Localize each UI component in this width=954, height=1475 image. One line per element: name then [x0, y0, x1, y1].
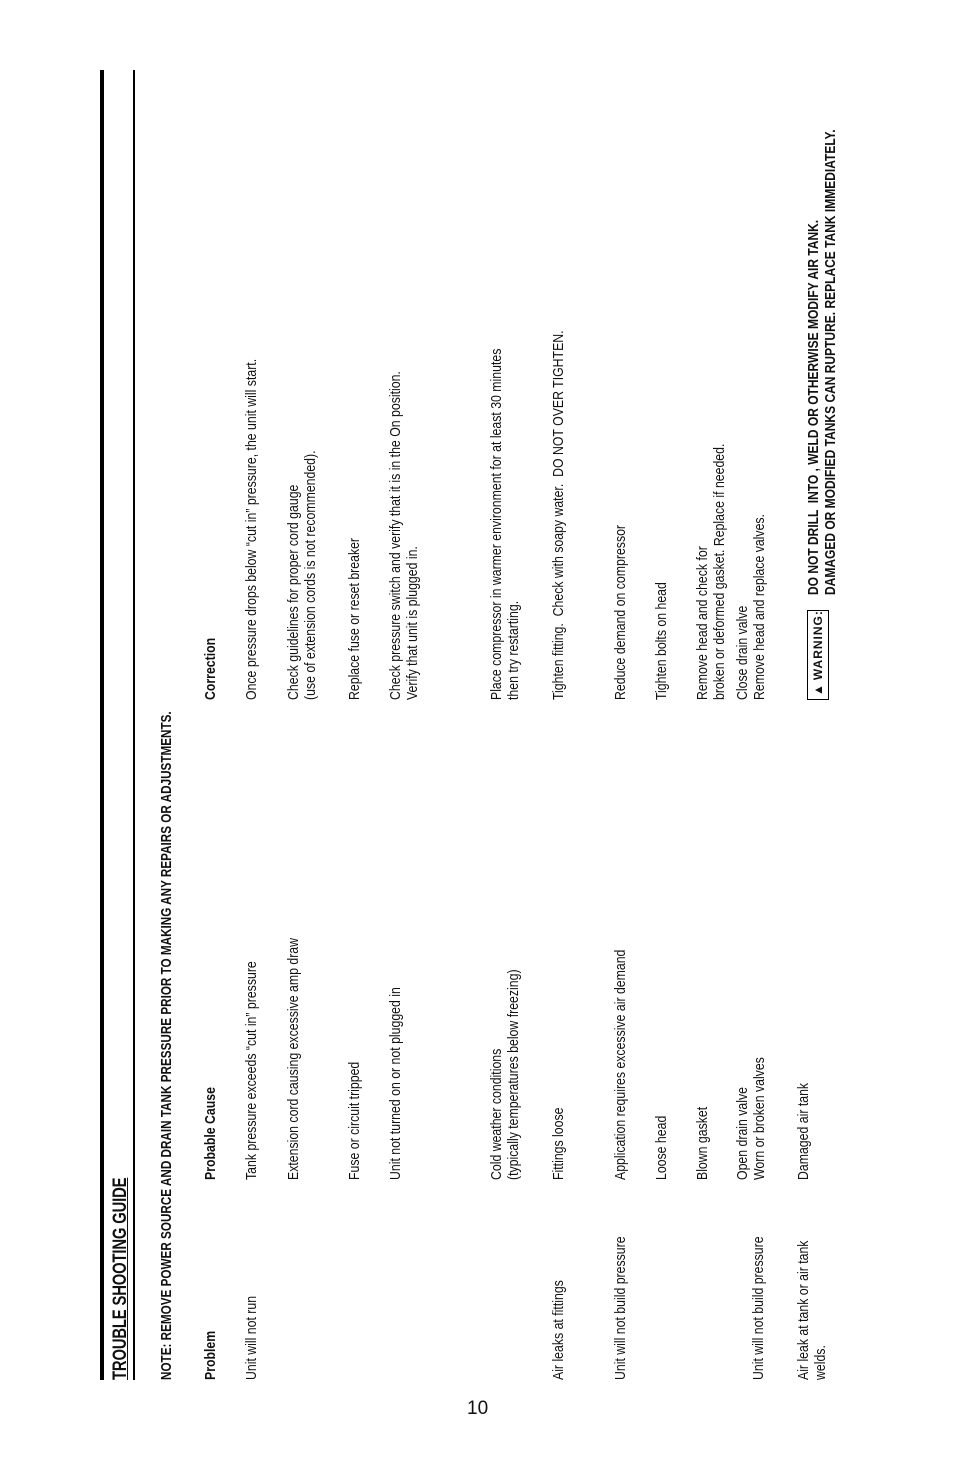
header-correction: Correction — [202, 637, 219, 700]
row-8-correction: Tighten bolts on head — [653, 582, 670, 700]
row-6-cause: Fittings loose — [550, 1107, 567, 1180]
warning-triangle-icon: ▲ — [811, 683, 825, 696]
row-1-cause: Tank pressure exceeds “cut in” pressure — [243, 961, 260, 1180]
title-rule — [133, 70, 135, 1380]
row-10-correction: Close drain valve Remove head and replace valves. — [734, 514, 768, 700]
header-probable-cause: Probable Cause — [202, 1087, 219, 1180]
row-5-cause: Cold weather conditions (typically temperatures below freezing) — [488, 969, 522, 1180]
page-number: 10 — [467, 1398, 489, 1419]
row-5-correction: Place compressor in warmer environment for at least 30 minutes then try restarting. — [488, 348, 522, 700]
row-3-correction: Replace fuse or reset breaker — [346, 537, 363, 700]
row-1-correction: Once pressure drops below “cut in” pressure, the unit will start. — [243, 358, 260, 700]
row-4-cause: Unit not turned on or not plugged in — [387, 987, 404, 1180]
safety-note: NOTE: REMOVE POWER SOURCE AND DRAIN TANK PRESSURE PRIOR TO MAKING ANY REPAIRS OR ADJUSTMENTS. — [158, 711, 175, 1380]
rotated-page-content — [100, 40, 870, 1380]
page-title: TROUBLE SHOOTING GUIDE — [110, 1177, 131, 1380]
row-11-problem: Air leak at tank or air tank welds. — [795, 1240, 829, 1380]
warning-badge — [807, 610, 829, 700]
row-1-problem: Unit will not run — [243, 1295, 260, 1380]
row-2-cause: Extension cord causing excessive amp draw — [285, 937, 302, 1180]
row-9-correction: Remove head and check for broken or deformed gasket. Replace if needed. — [694, 443, 728, 700]
row-7-correction: Reduce demand on compressor — [612, 524, 629, 700]
warning-badge-label: WARNING: — [811, 610, 825, 681]
row-4-correction: Check pressure switch and verify that it is in the On position. Verify that unit is plugged in. — [387, 371, 421, 700]
row-11-cause: Damaged air tank — [795, 1082, 812, 1180]
row-2-correction: Check guidelines for proper cord gauge (use of extension cords is not recommended). — [285, 450, 319, 700]
row-3-cause: Fuse or circuit tripped — [346, 1061, 363, 1180]
row-7-cause: Application requires excessive air demand — [612, 949, 629, 1180]
top-rule — [100, 70, 104, 1380]
row-10-cause: Open drain valve Worn or broken valves — [734, 1057, 768, 1180]
row-7-problem: Unit will not build pressure — [612, 1236, 629, 1380]
row-8-cause: Loose head — [653, 1115, 670, 1180]
warning-text: DO NOT DRILL INTO , WELD OR OTHERWISE MODIFY AIR TANK. DAMAGED OR MODIFIED TANKS CAN RUPTURE. REPLACE TANK IMMEDIATELY. — [805, 129, 839, 595]
header-problem: Problem — [202, 1330, 219, 1380]
row-10-problem: Unit will not build pressure — [750, 1236, 767, 1380]
row-9-cause: Blown gasket — [694, 1106, 711, 1180]
row-6-correction: Tighten fitting. Check with soapy water. DO NOT OVER TIGHTEN. — [550, 330, 567, 700]
row-6-problem: Air leaks at fittings — [550, 1280, 567, 1380]
